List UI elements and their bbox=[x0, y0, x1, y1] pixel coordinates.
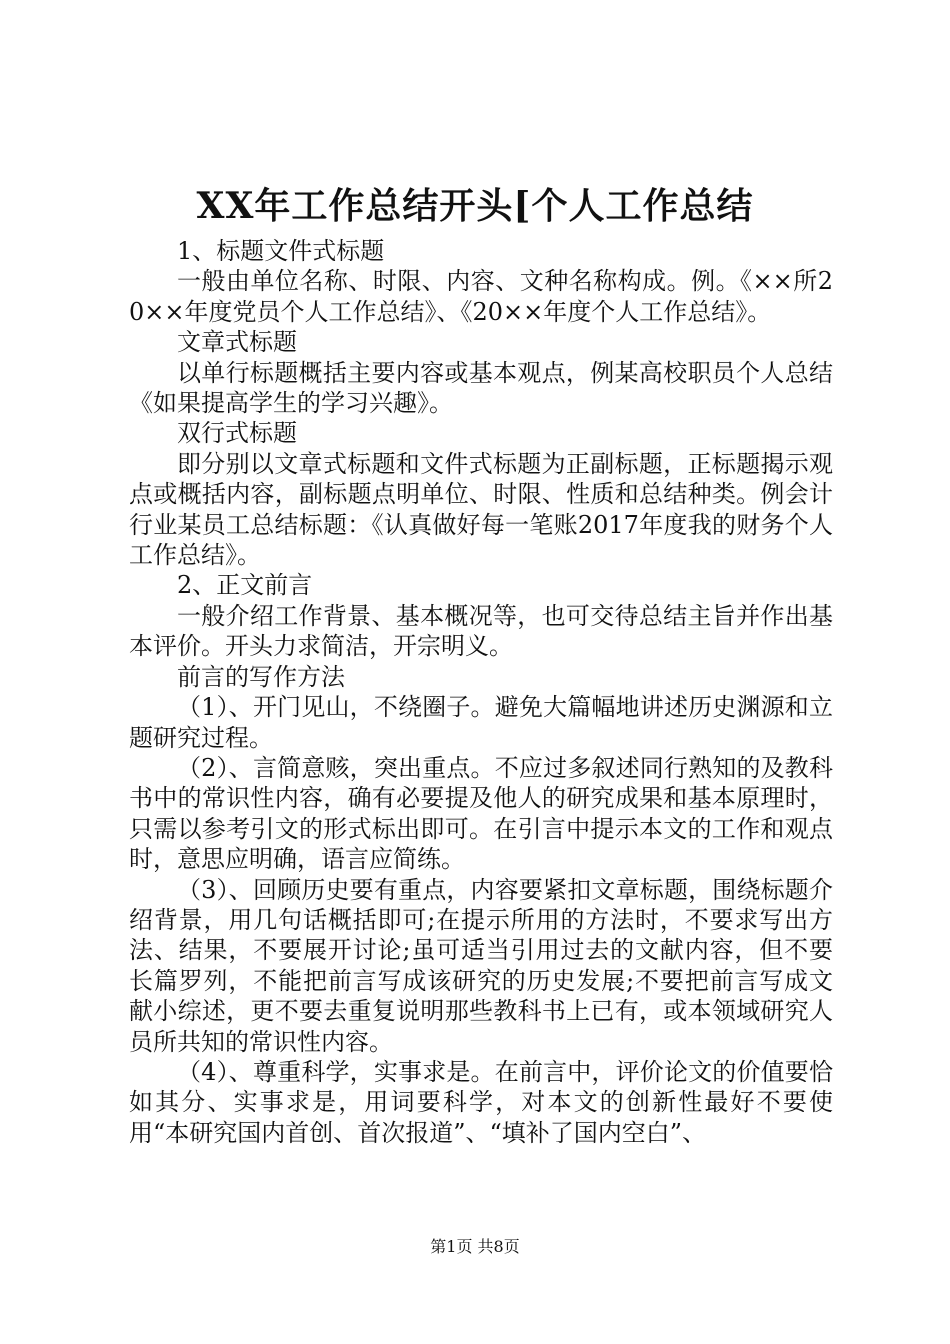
page-footer: 第1页 共8页 bbox=[430, 1237, 520, 1256]
paragraph: （3）、回顾历史要有重点，内容要紧扣文章标题，围绕标题介绍背景，用几句话概括即可;在提示所用的方法时，不要求写出方法、结果，不要展开讨论;虽可适当引用过去的文献内容，但不要长篇罗列，不能把前言写成该研究的历史发展;不要把前言写成文献小综述，更不要去重复说明那些教科书上已有，或本领域研究人员所共知的常识性内容。 bbox=[129, 875, 833, 1056]
paragraph: （1）、开门见山，不绕圈子。避免大篇幅地讲述历史渊源和立题研究过程。 bbox=[129, 693, 833, 752]
document-body bbox=[129, 236, 833, 1148]
paragraph: 即分别以文章式标题和文件式标题为正副标题，正标题揭示观点或概括内容，副标题点明单位、时限、性质和总结种类。例会计行业某员工总结标题：《认真做好每一笔账2017年度我的财务个人工作总结》。 bbox=[129, 449, 833, 570]
paragraph: 双行式标题 bbox=[177, 419, 297, 448]
paragraph: 一般由单位名称、时限、内容、文种名称构成。例。《××所20××年度党员个人工作总结》、《20××年度个人工作总结》。 bbox=[129, 267, 833, 326]
paragraph: （2）、言简意赅，突出重点。不应过多叙述同行熟知的及教科书中的常识性内容，确有必要提及他人的研究成果和基本原理时，只需以参考引文的形式标出即可。在引言中提示本文的工作和观点时，意思应明确，语言应简练。 bbox=[129, 753, 833, 874]
paragraph: 以单行标题概括主要内容或基本观点，例某高校职员个人总结《如果提高学生的学习兴趣》。 bbox=[129, 358, 833, 418]
paragraph: 1、标题文件式标题 bbox=[177, 237, 385, 265]
document-title: XX年工作总结开头[个人工作总结 bbox=[196, 185, 754, 227]
paragraph: 一般介绍工作背景、基本概况等，也可交待总结主旨并作出基本评价。开头力求简洁，开宗明义。 bbox=[129, 601, 833, 661]
paragraph: 文章式标题 bbox=[177, 328, 297, 357]
paragraph: 前言的写作方法 bbox=[177, 662, 345, 691]
paragraph: 2、正文前言 bbox=[177, 571, 313, 600]
paragraph: （4）、尊重科学，实事求是。在前言中，评价论文的价值要恰如其分、实事求是，用词要科学，对本文的创新性最好不要使用“本研究国内首创、首次报道”、“填补了国内空白”、 bbox=[129, 1057, 833, 1147]
